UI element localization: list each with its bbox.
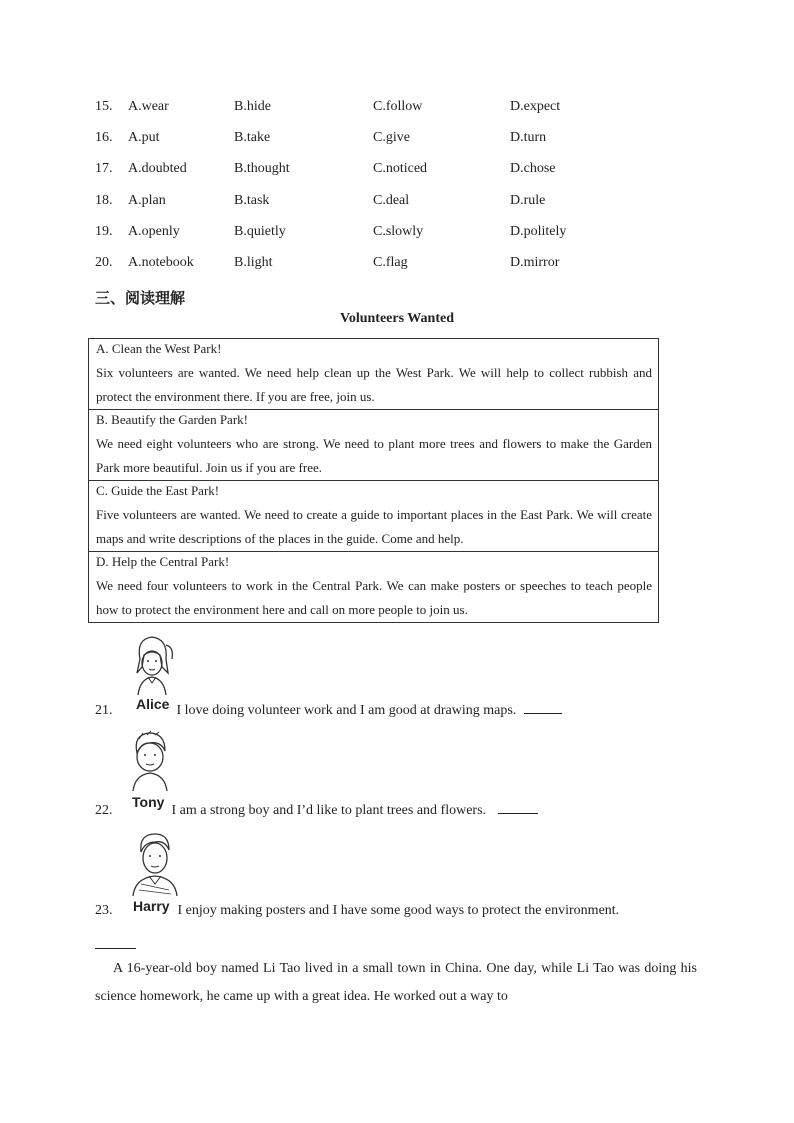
ad-item: [89, 480, 658, 551]
ad-item: [89, 551, 658, 622]
question-21: [95, 699, 562, 719]
question-number: 19.: [95, 224, 113, 239]
question-number: 20.: [95, 255, 113, 270]
option-d: D.turn: [510, 130, 547, 145]
answer-blank[interactable]: [524, 699, 562, 714]
ad-heading: C. Guide the East Park!: [96, 483, 220, 498]
ad-item: [89, 409, 658, 480]
question-text: I love doing volunteer work and I am good at drawing maps.: [176, 703, 517, 718]
ad-heading: B. Beautify the Garden Park!: [96, 412, 248, 427]
option-d: D.politely: [510, 224, 567, 239]
question-number: 22.: [95, 803, 113, 818]
option-c: C.follow: [373, 99, 423, 114]
ad-body: We need four volunteers to work in the Central Park. We can make posters or speeches to teach people how to protect the environment here and call on more people to join us.: [96, 578, 652, 617]
ad-item: [89, 339, 658, 409]
question-22: [95, 799, 538, 819]
student-name: Alice: [136, 696, 170, 712]
option-a: A.notebook: [128, 255, 194, 270]
option-b: B.hide: [234, 99, 271, 114]
option-b: B.task: [234, 193, 270, 208]
question-number: 16.: [95, 130, 113, 145]
student-name: Tony: [132, 794, 165, 810]
alice-illustration: [126, 633, 178, 697]
option-c: C.slowly: [373, 224, 424, 239]
student-name: Harry: [133, 898, 170, 914]
option-b: B.quietly: [234, 224, 286, 239]
option-b: B.take: [234, 130, 271, 145]
ad-heading: A. Clean the West Park!: [96, 341, 222, 356]
option-d: D.expect: [510, 99, 561, 114]
option-a: A.openly: [128, 224, 180, 239]
question-number: 18.: [95, 193, 113, 208]
option-a: A.wear: [128, 99, 169, 114]
option-d: D.chose: [510, 161, 556, 176]
ad-body: We need eight volunteers who are strong. We need to plant more trees and flowers to make the Garden Park more beautiful. Join us if you are free.: [96, 436, 652, 475]
option-a: A.doubted: [128, 161, 187, 176]
reading-passage: A 16-year-old boy named Li Tao lived in a small town in China. One day, while Li Tao was doing his science homework, he came up with a great idea. He worked out a way to: [95, 961, 697, 1004]
option-c: C.give: [373, 130, 410, 145]
option-c: C.flag: [373, 255, 408, 270]
ad-body: Six volunteers are wanted. We need help clean up the West Park. We will help to collect rubbish and protect the environment there. If you are free, join us.: [96, 365, 652, 404]
answer-blank[interactable]: [95, 934, 136, 949]
question-text: I enjoy making posters and I have some good ways to protect the environment.: [177, 903, 620, 918]
question-number: 21.: [95, 703, 113, 718]
option-c: C.deal: [373, 193, 410, 208]
question-number: 23.: [95, 903, 113, 918]
section-title: 三、阅读理解: [95, 289, 186, 307]
ad-heading: D. Help the Central Park!: [96, 554, 230, 569]
option-d: D.mirror: [510, 255, 560, 270]
option-b: B.thought: [234, 161, 290, 176]
question-number: 17.: [95, 161, 113, 176]
answer-blank[interactable]: [498, 799, 538, 814]
question-text: I am a strong boy and I’d like to plant trees and flowers.: [171, 803, 487, 818]
question-23: [95, 903, 619, 919]
ads-table: [88, 338, 659, 623]
ad-title: Volunteers Wanted: [340, 311, 454, 326]
harry-illustration: [129, 830, 181, 898]
question-number: 15.: [95, 99, 113, 114]
option-a: A.plan: [128, 193, 166, 208]
option-c: C.noticed: [373, 161, 428, 176]
option-a: A.put: [128, 130, 160, 145]
option-b: B.light: [234, 255, 273, 270]
ad-body: Five volunteers are wanted. We need to create a guide to important places in the East Park. We will create maps and write descriptions of the places in the guide. Come and help.: [96, 507, 652, 546]
option-d: D.rule: [510, 193, 546, 208]
tony-illustration: [127, 729, 173, 793]
